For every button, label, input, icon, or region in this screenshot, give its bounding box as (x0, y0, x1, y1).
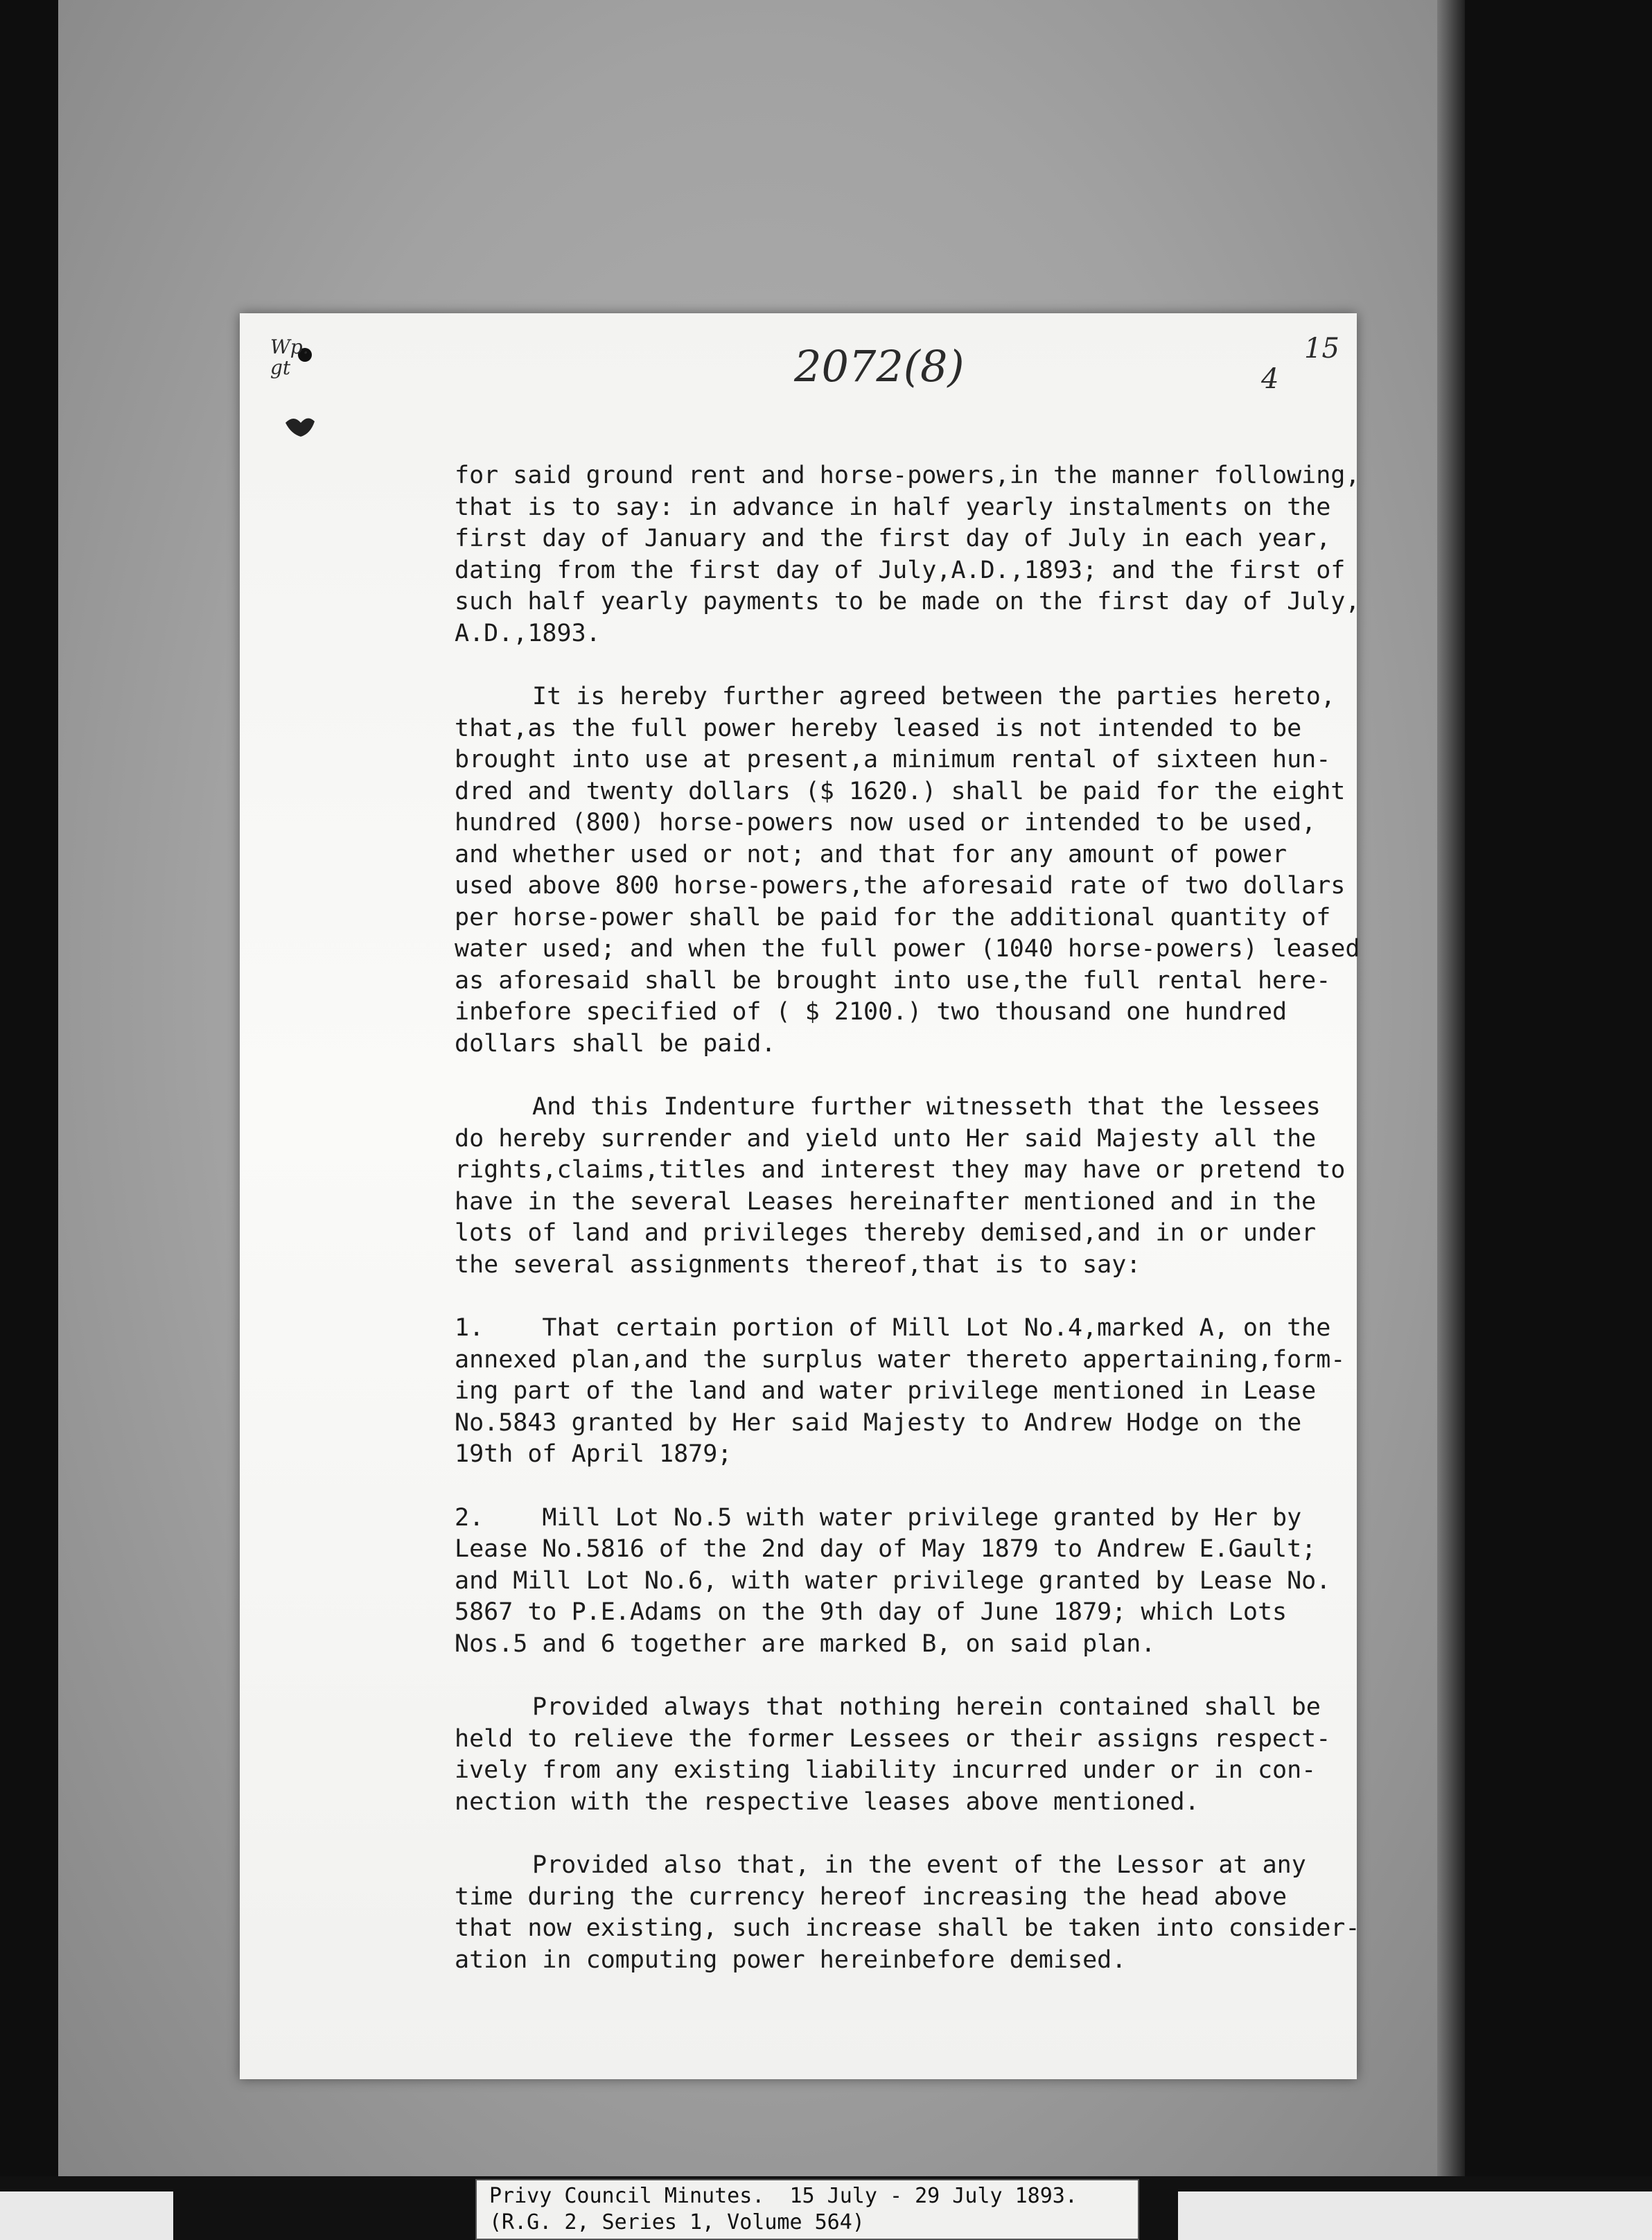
film-edge-right (1437, 0, 1465, 2176)
paragraph-proviso-liability: Provided always that nothing herein contained shall be held to relieve the former Lessees or their assigns respect- ively from any existing liability incurred under or in con- nection with the respective leases above mentioned. (455, 1693, 1331, 1816)
caption-line-1: Privy Council Minutes. 15 July - 29 July 1893. (489, 2184, 1078, 2208)
handwritten-folio-top: 15 (1304, 333, 1339, 365)
document-page (240, 313, 1360, 2079)
typed-body (455, 460, 1360, 2008)
paragraph-item-2: 2. Mill Lot No.5 with water privilege granted by Her by Lease No.5816 of the 2nd day of May 1879 to Andrew E.Gault; and Mill Lot No.6, with water privilege granted by Lease No. 5867 to P.E.Adams on the 9th day of June 1879; which Lots Nos.5 and 6 together are marked B, on said plan. (455, 1503, 1331, 1658)
handwritten-folio-bottom: 4 (1261, 363, 1279, 395)
paragraph-payment-terms: for said ground rent and horse-powers,in the manner following, that is to say: in advance in half yearly instalments on the first day of January and the first day of July in each year, dating from the first day of July,A.D.,1893; and the first of such half yearly payments to be made on the first day of July, A.D.,1893. (455, 462, 1360, 647)
paragraph-proviso-head: Provided also that, in the event of the Lessor at any time during the currency hereof increasing the head above that now existing, such increase shall be taken into consider- ation in computing power hereinbefore demised. (455, 1851, 1360, 1974)
film-strip-block-left (0, 2191, 173, 2240)
archive-caption (475, 2179, 1139, 2240)
film-strip-block-right (1178, 2191, 1652, 2240)
paragraph-item-1: 1. That certain portion of Mill Lot No.4,marked A, on the annexed plan,and the surplus water thereto appertaining,form- ing part of the land and water privilege mentioned in Lease No.5843 granted by Her said Majesty to Andrew Hodge on the 19th of April 1879; (455, 1314, 1346, 1468)
handwritten-document-number: 2072(8) (794, 341, 965, 392)
paragraph-minimum-rental: It is hereby further agreed between the parties hereto, that,as the full power hereby leased is not intended to be brought into use at present,a minimum rental of sixteen hun- dred and twenty dollars ($ 1620.) shall be paid for the eight hundred (800) horse-powers now used or intended to be used, and whether used or not; and that for any amount of power used above 800 horse-powers,the aforesaid rate of two dollars per horse-power shall be paid for the additional quantity of water used; and when the full power (1040 horse-powers) leased as aforesaid shall be brought into use,the full rental here- inbefore specified of ( $ 2100.) two thousand one hundred dollars shall be paid. (455, 683, 1360, 1058)
paragraph-surrender: And this Indenture further witnesseth that the lessees do hereby surrender and yield unto Her said Majesty all the rights,claims,titles and interest they may have or pretend to have in the several Leases hereinafter mentioned and in the lots of land and privileges thereby demised,and in or under the several assignments thereof,that is to say: (455, 1093, 1346, 1279)
caption-line-2: (R.G. 2, Series 1, Volume 564) (489, 2210, 865, 2234)
handwritten-initials: Wp. gt (270, 335, 309, 379)
